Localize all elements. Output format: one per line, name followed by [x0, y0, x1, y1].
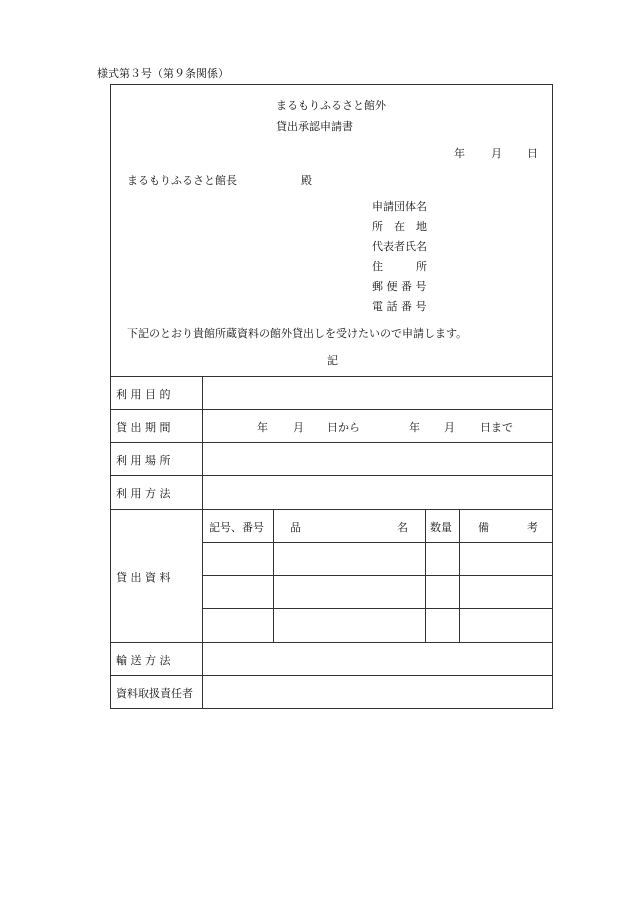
row-label-period: 貸 出 期 間	[116, 421, 171, 434]
materials-column-divider	[459, 509, 460, 642]
form-number: 様式第３号（第９条関係）	[97, 67, 229, 80]
applicant-field-postal: 郵 便 番 号	[372, 280, 427, 293]
applicant-field-location: 所 在 地	[372, 220, 427, 233]
applicant-field-org: 申請団体名	[372, 200, 427, 213]
period-from-month: 月	[293, 421, 304, 434]
period-from-day: 日から	[327, 421, 360, 434]
applicant-field-address: 住 所	[372, 260, 427, 273]
transport-field[interactable]	[203, 643, 551, 674]
ki-label: 記	[327, 354, 338, 367]
period-to-year: 年	[409, 421, 420, 434]
period-from-year: 年	[257, 421, 268, 434]
method-field[interactable]	[203, 476, 551, 508]
title-line-1: まるもりふるさと館外	[276, 99, 386, 112]
row-divider	[111, 509, 552, 510]
responsible-field[interactable]	[203, 676, 551, 707]
applicant-field-phone: 電 話 番 号	[372, 300, 427, 313]
row-label-purpose: 利 用 目 的	[116, 388, 171, 401]
title-line-2: 貸出承認申請書	[276, 120, 353, 133]
application-form	[110, 84, 553, 709]
purpose-field[interactable]	[203, 377, 551, 408]
date-year: 年	[454, 147, 465, 160]
materials-header-remarks-a: 備	[478, 521, 489, 534]
place-field[interactable]	[203, 443, 551, 474]
addressee-name: まるもりふるさと館長	[127, 174, 237, 187]
materials-header-remarks-b: 考	[527, 521, 538, 534]
row-label-transport: 輸 送 方 法	[116, 654, 171, 667]
row-label-method: 利 用 方 法	[116, 487, 171, 500]
period-to-day: 日まで	[480, 421, 513, 434]
statement: 下記のとおり貴館所蔵資料の館外貸出しを受けたいので申請します。	[127, 327, 468, 340]
materials-header-item-a: 品	[290, 521, 301, 534]
materials-header-code: 記号、番号	[209, 521, 264, 534]
materials-row-divider	[202, 575, 552, 576]
row-label-materials: 貸 出 資 料	[116, 571, 171, 584]
row-label-place: 利 用 場 所	[116, 454, 171, 467]
date-month: 月	[491, 147, 502, 160]
row-divider	[111, 409, 552, 410]
materials-column-divider	[425, 509, 426, 642]
materials-row-divider	[202, 542, 552, 543]
materials-header-item-b: 名	[397, 521, 408, 534]
period-to-month: 月	[444, 421, 455, 434]
materials-row-divider	[202, 608, 552, 609]
row-label-responsible: 資料取扱責任者	[116, 687, 193, 700]
applicant-field-representative: 代表者氏名	[372, 240, 427, 253]
addressee-honorific: 殿	[301, 174, 312, 187]
date-day: 日	[527, 147, 538, 160]
materials-header-qty: 数量	[430, 521, 452, 534]
materials-column-divider	[273, 509, 274, 642]
